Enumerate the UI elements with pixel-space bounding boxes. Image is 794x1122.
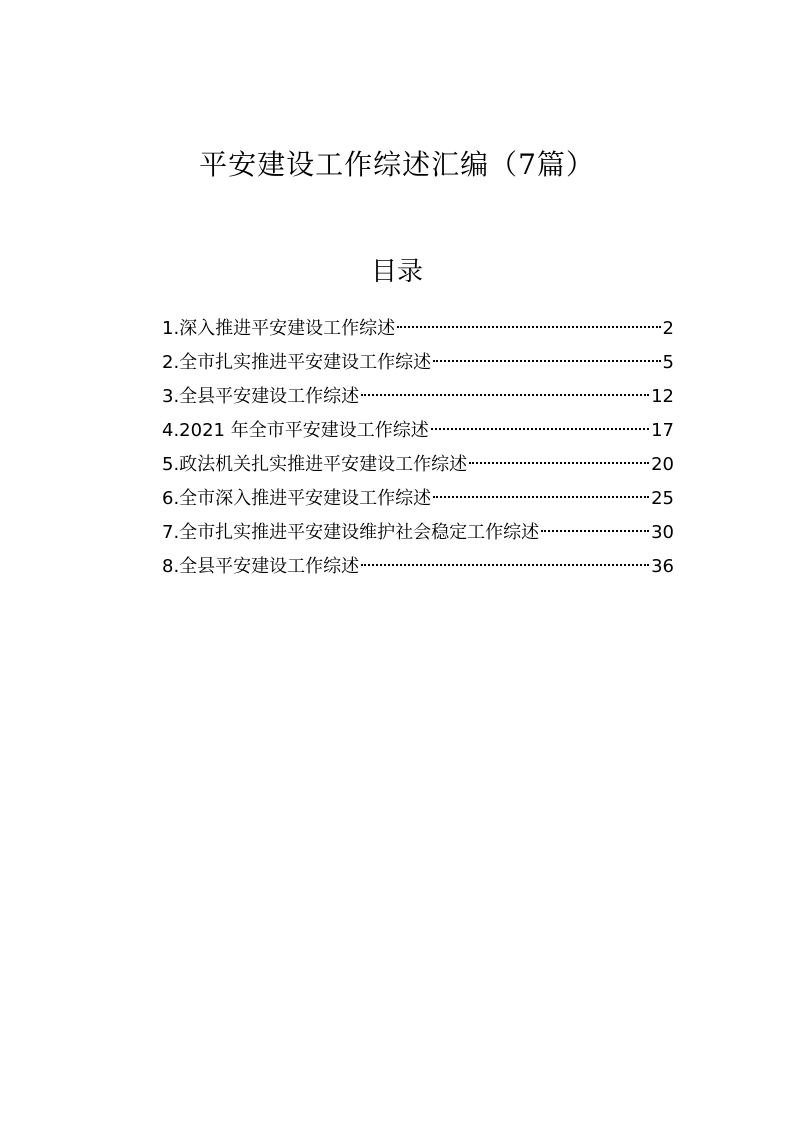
toc-dot-leader — [397, 326, 660, 328]
toc-entry[interactable] — [162, 482, 674, 516]
toc-entry-label: 4.2021 年全市平安建设工作综述 — [162, 420, 429, 441]
toc-entry[interactable] — [162, 448, 674, 482]
toc-dot-leader — [541, 530, 649, 532]
toc-entry[interactable] — [162, 380, 674, 414]
toc-entry[interactable] — [162, 550, 674, 584]
toc-entry-page: 20 — [651, 454, 674, 475]
toc-entry-page: 2 — [662, 318, 674, 339]
toc-entry-page: 30 — [651, 522, 674, 543]
toc-entry-page: 36 — [651, 556, 674, 577]
toc-dot-leader — [361, 564, 649, 566]
toc-entry-page: 12 — [651, 386, 674, 407]
toc-entry[interactable] — [162, 312, 674, 346]
toc-entry[interactable] — [162, 516, 674, 550]
document-title: 平安建设工作综述汇编（7篇） — [199, 148, 595, 181]
toc-entry-label: 1.深入推进平安建设工作综述 — [162, 318, 396, 339]
toc-dot-leader — [361, 394, 649, 396]
toc-dot-leader — [431, 428, 649, 430]
toc-entry-label: 5.政法机关扎实推进平安建设工作综述 — [162, 454, 468, 475]
toc-entry-label: 7.全市扎实推进平安建设维护社会稳定工作综述 — [162, 522, 540, 543]
toc-entry-label: 2.全市扎实推进平安建设工作综述 — [162, 352, 432, 373]
toc-entry-page: 5 — [662, 352, 674, 373]
toc-heading: 目录 — [370, 257, 423, 287]
toc-dot-leader — [433, 360, 660, 362]
toc-dot-leader — [469, 462, 649, 464]
toc-entry-label: 8.全县平安建设工作综述 — [162, 556, 360, 577]
toc-entry-page: 17 — [651, 420, 674, 441]
toc-entry[interactable] — [162, 346, 674, 380]
toc-entry-label: 6.全市深入推进平安建设工作综述 — [162, 488, 432, 509]
toc-dot-leader — [433, 496, 649, 498]
table-of-contents — [162, 312, 674, 584]
toc-entry-label: 3.全县平安建设工作综述 — [162, 386, 360, 407]
toc-entry-page: 25 — [651, 488, 674, 509]
toc-entry[interactable] — [162, 414, 674, 448]
